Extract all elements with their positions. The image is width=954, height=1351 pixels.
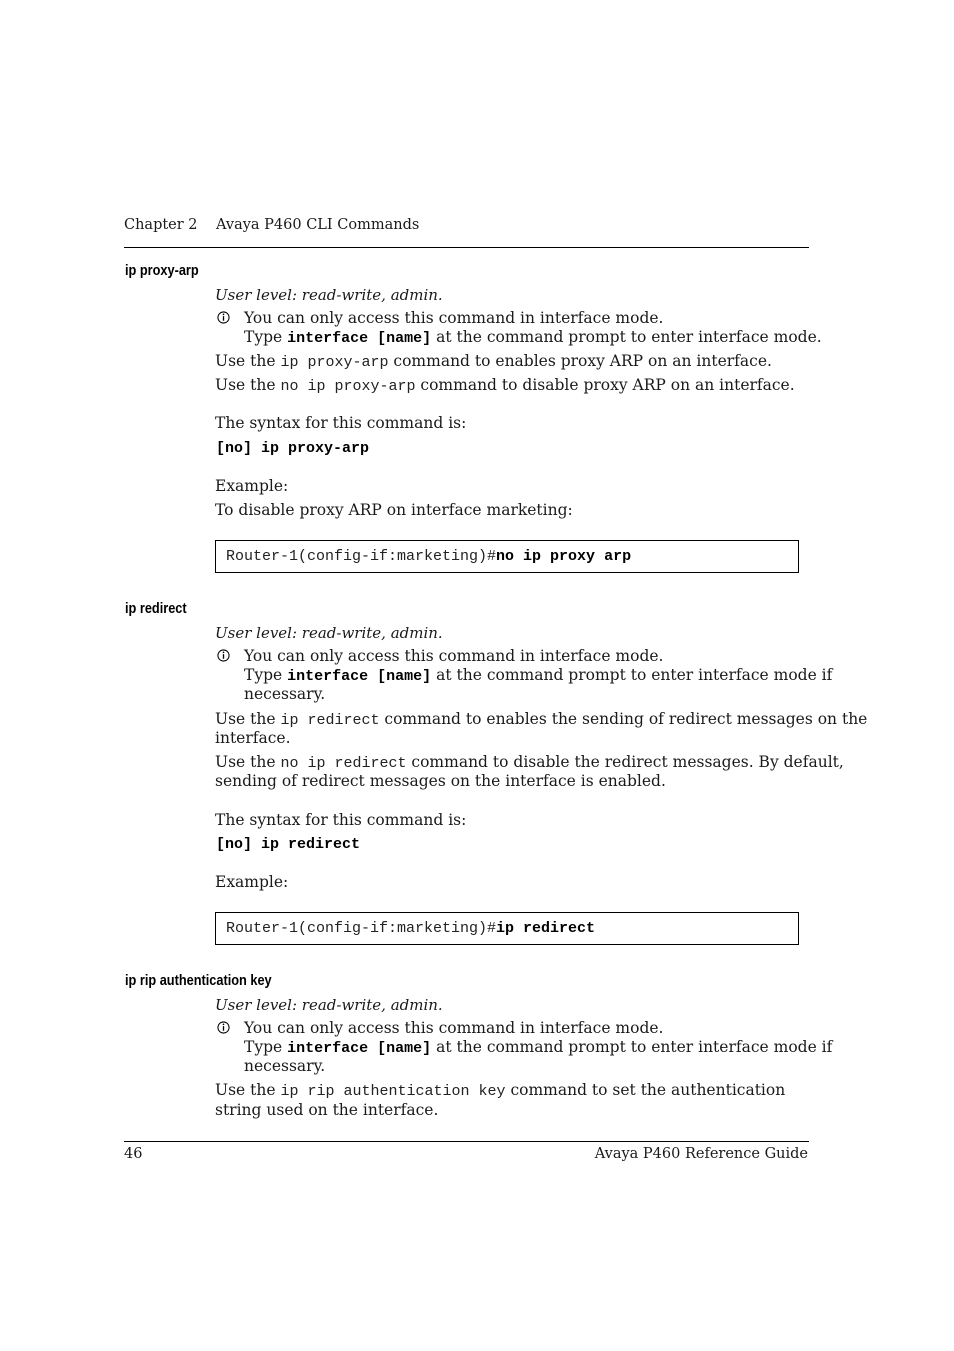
- usage-enable-proxy-arp: [215, 352, 772, 372]
- usage-command: ip rip authentication key: [280, 1083, 506, 1100]
- note-type-line-redirect: [244, 666, 832, 686]
- usage-prefix: Use the: [215, 1081, 276, 1099]
- example-box-proxy-arp: [215, 540, 799, 573]
- note-rest2-rip-auth: necessary.: [244, 1057, 326, 1075]
- note-rest: at the command prompt to enter interface mode if: [436, 666, 833, 684]
- cli-prompt: Router-1(config-if:marketing)#: [226, 548, 497, 565]
- usage-command: no ip redirect: [280, 755, 407, 772]
- usage-suffix: command to disable proxy ARP on an interface.: [420, 376, 795, 394]
- note-type-word: Type: [244, 1038, 283, 1056]
- usage-suffix: command to disable the redirect messages. By default,: [411, 753, 844, 771]
- info-note-icon: [217, 649, 230, 662]
- syntax-proxy-arp: [no] ip proxy-arp: [216, 440, 370, 457]
- syntax-intro-proxy-arp: The syntax for this command is:: [215, 414, 467, 432]
- note-rest: at the command prompt to enter interface mode.: [436, 328, 822, 346]
- usage-suffix: command to set the authentication: [510, 1081, 786, 1099]
- note-type-line-rip-auth: [244, 1038, 832, 1058]
- usage-command: ip redirect: [280, 712, 380, 729]
- note-command: interface [name]: [287, 668, 432, 685]
- usage-rip-auth: [215, 1081, 785, 1101]
- usage-disable-redirect-cont: sending of redirect messages on the interface is enabled.: [215, 772, 666, 790]
- usage-suffix: command to enables proxy ARP on an interface.: [393, 352, 772, 370]
- usage-suffix: command to enables the sending of redirect messages on the: [384, 710, 868, 728]
- note-type-line-proxy-arp: [244, 328, 822, 348]
- header-rule: [124, 247, 809, 248]
- note-type-word: Type: [244, 666, 283, 684]
- example-desc-proxy-arp: To disable proxy ARP on interface marketing:: [215, 501, 573, 519]
- usage-rip-auth-cont: string used on the interface.: [215, 1101, 439, 1119]
- info-note-icon: [217, 1021, 230, 1034]
- usage-prefix: Use the: [215, 352, 276, 370]
- note-text-rip-auth: You can only access this command in interface mode.: [244, 1019, 664, 1037]
- user-level-proxy-arp: User level: read-write, admin.: [215, 286, 443, 304]
- usage-prefix: Use the: [215, 710, 276, 728]
- section-heading-rip-auth: ip rip authentication key: [125, 972, 272, 989]
- usage-prefix: Use the: [215, 753, 276, 771]
- syntax-redirect: [no] ip redirect: [216, 836, 361, 853]
- footer-guide-title: Avaya P460 Reference Guide: [594, 1146, 808, 1162]
- section-heading-redirect: ip redirect: [125, 600, 187, 617]
- section-heading-proxy-arp: ip proxy-arp: [125, 262, 199, 279]
- usage-disable-proxy-arp: [215, 376, 795, 396]
- example-label-redirect: Example:: [215, 873, 289, 891]
- note-text-redirect: You can only access this command in interface mode.: [244, 647, 664, 665]
- example-code-proxy-arp: [226, 548, 631, 565]
- cli-command: no ip proxy arp: [496, 548, 632, 565]
- usage-disable-redirect: [215, 753, 844, 773]
- example-label-proxy-arp: Example:: [215, 477, 289, 495]
- footer-page-number: 46: [124, 1146, 143, 1162]
- note-command: interface [name]: [287, 1040, 432, 1057]
- note-command: interface [name]: [287, 330, 432, 347]
- user-level-redirect: User level: read-write, admin.: [215, 624, 443, 642]
- note-text-proxy-arp: You can only access this command in interface mode.: [244, 309, 664, 327]
- usage-prefix: Use the: [215, 376, 276, 394]
- footer-rule: [124, 1141, 809, 1142]
- syntax-intro-redirect: The syntax for this command is:: [215, 811, 467, 829]
- usage-enable-redirect-cont: interface.: [215, 729, 291, 747]
- header-chapter: Chapter 2: [124, 217, 198, 233]
- note-type-word: Type: [244, 328, 283, 346]
- note-rest: at the command prompt to enter interface mode if: [436, 1038, 833, 1056]
- example-box-redirect: [215, 912, 799, 945]
- usage-enable-redirect: [215, 710, 867, 730]
- usage-command: ip proxy-arp: [280, 354, 389, 371]
- usage-command: no ip proxy-arp: [280, 378, 416, 395]
- note-rest2-redirect: necessary.: [244, 685, 326, 703]
- example-code-redirect: [226, 920, 595, 937]
- cli-prompt: Router-1(config-if:marketing)#: [226, 920, 497, 937]
- info-note-icon: [217, 311, 230, 324]
- header-title: Avaya P460 CLI Commands: [216, 217, 420, 233]
- cli-command: ip redirect: [496, 920, 596, 937]
- user-level-rip-auth: User level: read-write, admin.: [215, 996, 443, 1014]
